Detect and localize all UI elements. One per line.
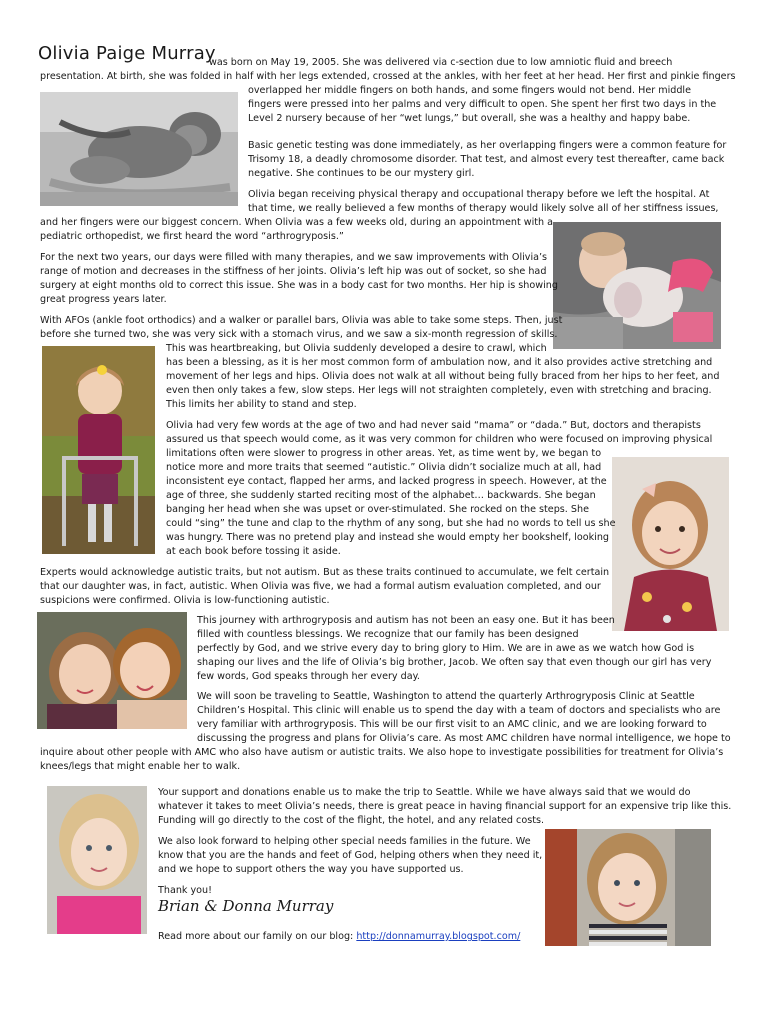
- pink-top-photo: [47, 786, 147, 934]
- p11-line-2: know that you are the hands and feet of God, helping others when they need it,: [158, 850, 543, 861]
- p6-line-6: age of three, she suddenly started reciting most of the alphabet… backwards. She began: [166, 490, 596, 501]
- p3-line-4: pediatric orthopedist, we first heard the word “arthrogryposis.”: [40, 231, 344, 242]
- p5-line-7: This limits her ability to stand and step.: [166, 399, 357, 410]
- p10-line-2: whatever it takes to meet Olivia’s needs, there is great peace in having financial support for an expensive trip like this.: [158, 801, 732, 812]
- p10-line-1: Your support and donations enable us to make the trip to Seattle. While we have always said that we would do: [158, 787, 691, 798]
- p9-line-3: very familiar with arthrogryposis. This will be our first visit to an AMC clinic, and we are looking forward to: [197, 719, 707, 730]
- p1-line-2: presentation. At birth, she was folded in half with her legs extended, crossed at the ankles, with her feet at her head. Her first and pinkie fingers: [40, 71, 736, 82]
- blog-prefix: Read more about our family on our blog:: [158, 931, 354, 942]
- p6-line-3: limitations often were slower to progress in other areas. Yet, as time went by, we began to: [166, 448, 602, 459]
- baby-cast-photo: [553, 222, 721, 349]
- page-title: Olivia Paige Murray: [38, 43, 216, 64]
- blog-link[interactable]: http://donnamurray.blogspot.com/: [356, 931, 521, 942]
- p8-line-5: few words, God speaks through her every day.: [197, 671, 420, 682]
- p5-line-4: has been a blessing, as it is her most common form of ambulation now, and it also provides active stretching and: [166, 357, 713, 368]
- p3-line-3: and her fingers were our biggest concern. When Olivia was a few weeks old, during an appointment with a: [40, 217, 554, 228]
- p9-line-4: discussing the progress and plans for Olivia’s care. As most AMC children have normal intelligence, we hope to: [197, 733, 731, 744]
- p2-line-2: Trisomy 18, a deadly chromosome disorder. That test, and almost every test thereafter, came back: [248, 154, 725, 165]
- newborn-photo: [40, 92, 238, 206]
- p6-line-1: Olivia had very few words at the age of two and had never said “mama” or “dada.” But, doctors and therapists: [166, 420, 701, 431]
- p9-line-2: Children’s Hospital. This clinic will enable us to spend the day with a team of doctors and specialists who are: [197, 705, 721, 716]
- p1-line-1: was born on May 19, 2005. She was delivered via c-section due to low amniotic fluid and breech: [209, 57, 673, 68]
- p4-line-2: range of motion and decreases in the stiffness of her joints. Olivia’s left hip was out of socket, so she had: [40, 266, 547, 277]
- p4-line-3: surgery at eight months old to correct this issue. She was in a body cast for two months. Her hip is showing: [40, 280, 558, 291]
- p4-line-4: great progress years later.: [40, 294, 167, 305]
- p4-line-1: For the next two years, our days were filled with many therapies, and we saw improvements with Olivia’s: [40, 252, 548, 263]
- walker-photo: [42, 346, 155, 554]
- p5-line-1: With AFOs (ankle foot orthodics) and a walker or parallel bars, Olivia was able to take some steps. Then, just: [40, 315, 563, 326]
- p3-line-1: Olivia began receiving physical therapy and occupational therapy before we left the hospital. At: [248, 189, 710, 200]
- blog-line: [158, 930, 520, 944]
- p7-line-2: that our daughter was, in fact, autistic. When Olivia was five, we had a formal autism evaluation completed, and our: [40, 581, 601, 592]
- p6-line-8: could “sing” the tune and clap to the rhythm of any song, but she had no words to tell us she: [166, 518, 616, 529]
- p9-line-5: inquire about other people with AMC who also have autism or autistic traits. We also hope to investigate possibilities for treatment for Olivia’s: [40, 747, 724, 758]
- siblings-photo: [37, 612, 187, 729]
- p8-line-2: filled with countless blessings. We recognize that our family has been designed: [197, 629, 579, 640]
- p5-line-5: movement of her legs and hips. Olivia does not walk at all without being fully braced from her hips to her feet, and: [166, 371, 720, 382]
- p10-line-3: Funding will go directly to the cost of the flight, the hotel, and any related costs.: [158, 815, 545, 826]
- signature: Brian & Donna Murray: [158, 897, 334, 915]
- p6-line-5: inconsistent eye contact, flapped her arms, and lacked progress in speech. However, at the: [166, 476, 607, 487]
- p8-line-4: shaping our lives and the life of Olivia’s big brother, Jacob. We often say that even though our girl has very: [197, 657, 712, 668]
- p7-line-3: suspicions were confirmed. Olivia is low-functioning autistic.: [40, 595, 330, 606]
- p3-line-2: that time, we really believed a few months of therapy would likely solve all of her stiffness issues,: [248, 203, 719, 214]
- p5-line-3: This was heartbreaking, but Olivia suddenly developed a desire to crawl, which: [166, 343, 547, 354]
- bow-girl-photo: [612, 457, 729, 631]
- p6-line-7: banging her head when she was upset or over-stimulated. She rocked on the steps. She: [166, 504, 589, 515]
- p11-line-1: We also look forward to helping other special needs families in the future. We: [158, 836, 531, 847]
- p5-line-6: even then only takes a few, slow steps. Her legs will not straighten completely, even with stretching and bracing.: [166, 385, 712, 396]
- p11-line-3: and we hope to support others the way you have supported us.: [158, 864, 464, 875]
- p6-line-2: assured us that speech would come, as it was very common for children who were focused on improving physical: [166, 434, 713, 445]
- p2-line-1: Basic genetic testing was done immediately, as her overlapping fingers were a common feature for: [248, 140, 727, 151]
- p5-line-2: before she turned two, she was very sick with a stomach virus, and we saw a six-month regression of skills.: [40, 329, 558, 340]
- p7-line-1: Experts would acknowledge autistic traits, but not autism. But as these traits continued to accumulate, we felt certain: [40, 567, 610, 578]
- thanks-text: Thank you!: [158, 885, 212, 896]
- p8-line-1: This journey with arthrogryposis and autism has not been an easy one. But it has been: [197, 615, 615, 626]
- p6-line-10: at each book before tossing it aside.: [166, 546, 341, 557]
- p9-line-6: knees/legs that might enable her to walk.: [40, 761, 241, 772]
- p1-line-5: Level 2 nursery because of her “wet lungs,” but overall, she was a healthy and happy babe.: [248, 113, 691, 124]
- p6-line-9: was hungry. There was no pretend play and instead she would empty her bookshelf, looking: [166, 532, 609, 543]
- p6-line-4: notice more and more traits that seemed “autistic.” Olivia didn’t socialize much at all, had: [166, 462, 602, 473]
- p8-line-3: perfectly by God, and we strive every day to bring glory to Him. We are in awe as we watch how God is: [197, 643, 695, 654]
- p9-line-1: We will soon be traveling to Seattle, Washington to attend the quarterly Arthrogryposis Clinic at Seattle: [197, 691, 695, 702]
- p2-line-3: negative. She continues to be our mystery girl.: [248, 168, 475, 179]
- p1-line-3: overlapped her middle fingers on both hands, and some fingers would not bend. Her middle: [248, 85, 691, 96]
- p1-line-4: fingers were pressed into her palms and very difficult to open. She spent her first two days in the: [248, 99, 717, 110]
- striped-shirt-photo: [545, 829, 711, 946]
